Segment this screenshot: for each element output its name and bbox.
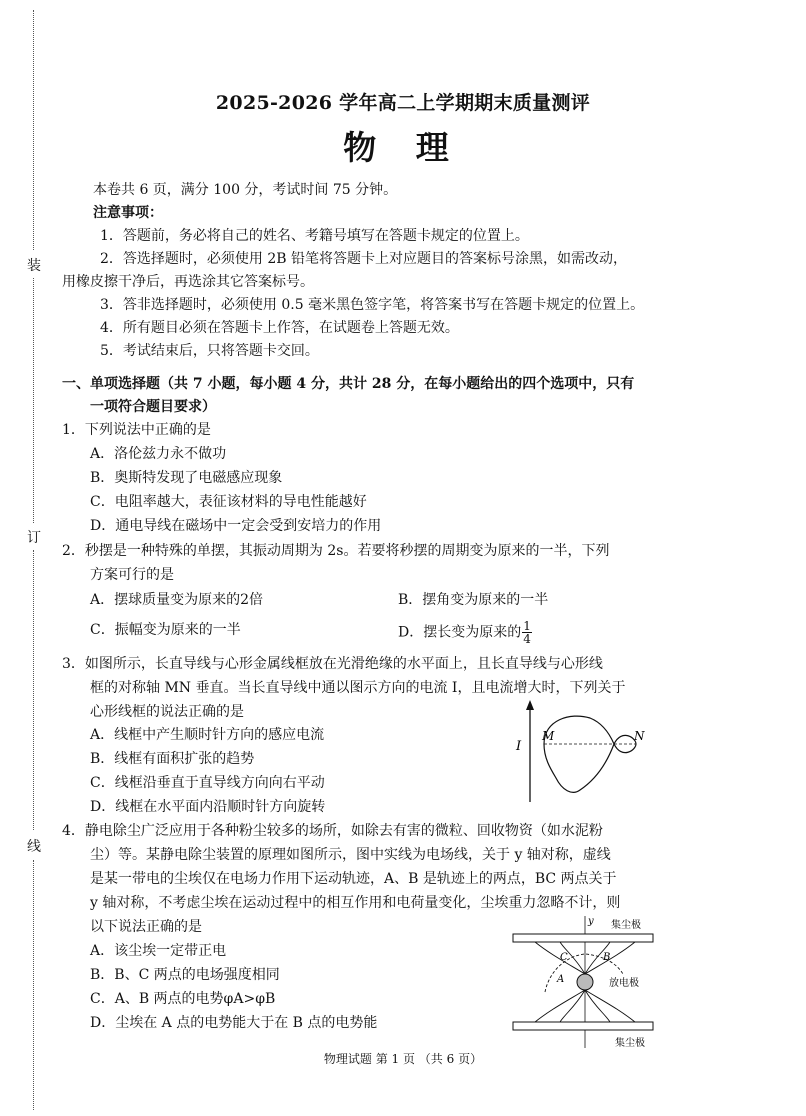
q1-option-b: B．奥斯特发现了电磁感应现象 <box>90 470 283 486</box>
q4-stem-cont-4: 以下说法正确的是 <box>90 919 202 935</box>
binding-dotted-line <box>33 278 34 523</box>
q3-option-b: B．线框有面积扩张的趋势 <box>90 751 255 767</box>
q4-option-a: A．该尘埃一定带正电 <box>90 943 227 959</box>
label-m: M <box>542 729 555 743</box>
subject-title: 物 理 <box>343 128 463 167</box>
note-2: 2．答选择题时，必须使用 2B 铅笔将答题卡上对应题目的答案标号涂黑，如需改动， <box>100 251 628 267</box>
binding-dotted-line <box>33 550 34 830</box>
collector-plate-bottom <box>513 1022 653 1030</box>
note-2-cont: 用橡皮擦干净后，再选涂其它答案标号。 <box>62 274 314 290</box>
collector-plate-top <box>513 934 653 942</box>
note-5: 5．考试结束后，只将答题卡交回。 <box>100 343 319 359</box>
q1-option-d: D．通电导线在磁场中一定会受到安培力的作用 <box>90 518 382 534</box>
q3-option-c: C．线框沿垂直于直导线方向向右平动 <box>90 775 325 791</box>
q4-stem-cont-2: 是某一带电的尘埃仅在电场力作用下运动轨迹，A、B 是轨迹上的两点，BC 两点关于 <box>90 871 617 887</box>
label-point-c: C <box>560 952 568 963</box>
label-current-i: I <box>516 739 522 754</box>
q2-option-a: A．摆球质量变为原来的2倍 <box>90 592 264 608</box>
note-4: 4．所有题目必须在答题卡上作答，在试题卷上答题无效。 <box>100 320 459 336</box>
note-3: 3．答非选择题时，必须使用 0.5 毫米黑色签字笔，将答案书写在答题卡规定的位置上。 <box>100 297 645 313</box>
q2-option-d <box>398 620 532 645</box>
note-1: 1．答题前，务必将自己的姓名、考籍号填写在答题卡规定的位置上。 <box>100 228 529 244</box>
label-collector-top: 集尘极 <box>611 920 641 931</box>
label-collector-bottom: 集尘极 <box>615 1038 645 1049</box>
binding-mark-ding: 订 <box>27 530 41 546</box>
binding-mark-zhuang: 装 <box>27 258 41 274</box>
electrostatic-precipitator-figure <box>505 912 665 1052</box>
current-arrow-icon <box>526 700 534 710</box>
q3-stem-cont-2: 心形线框的说法正确的是 <box>90 704 244 720</box>
q4-stem: 4．静电除尘广泛应用于各种粉尘较多的场所，如除去有害的微粒、回收物资（如水泥粉 <box>62 823 603 839</box>
q2-option-d-text: D．摆长变为原来的 <box>398 624 522 641</box>
q3-option-d: D．线框在水平面内沿顺时针方向旋转 <box>90 799 326 815</box>
exam-title: 2025-2026 学年高二上学期期末质量测评 <box>215 92 591 114</box>
section-heading: 一、单项选择题（共 7 小题，每小题 4 分，共计 28 分，在每小题给出的四个选项中，只有 <box>62 376 635 392</box>
label-n: N <box>634 729 645 743</box>
exam-info: 本卷共 6 页，满分 100 分，考试时间 75 分钟。 <box>93 182 398 198</box>
q2-option-b: B．摆角变为原来的一半 <box>398 592 549 608</box>
discharge-electrode <box>577 974 593 990</box>
q3-stem: 3．如图所示，长直导线与心形金属线框放在光滑绝缘的水平面上，且长直导线与心形线 <box>62 656 603 672</box>
q1-option-c: C．电阻率越大，表征该材料的导电性能越好 <box>90 494 367 510</box>
q4-stem-cont: 尘）等。某静电除尘装置的原理如图所示，图中实线为电场线，关于 y 轴对称，虚线 <box>90 847 611 863</box>
heart-loop-figure <box>512 698 672 808</box>
binding-mark-xian: 线 <box>27 839 41 855</box>
label-discharge-electrode: 放电极 <box>609 978 639 989</box>
label-y: y <box>588 916 594 927</box>
q2-option-c: C．振幅变为原来的一半 <box>90 622 241 638</box>
section-heading-cont: 一项符合题目要求） <box>90 399 216 415</box>
q3-stem-cont: 框的对称轴 MN 垂直。当长直导线中通以图示方向的电流 I，且电流增大时，下列关于 <box>90 680 626 696</box>
notes-title: 注意事项： <box>93 205 163 221</box>
q4-option-d: D．尘埃在 A 点的电势能大于在 B 点的电势能 <box>90 1015 378 1031</box>
q3-option-a: A．线框中产生顺时针方向的感应电流 <box>90 727 325 743</box>
fraction-one-quarter <box>522 620 532 645</box>
label-point-a: A <box>557 974 565 985</box>
heart-loop <box>544 716 636 792</box>
q4-option-b: B．B、C 两点的电场强度相同 <box>90 967 280 983</box>
q1-option-a: A．洛伦兹力永不做功 <box>90 446 227 462</box>
q2-stem-cont: 方案可行的是 <box>90 567 174 583</box>
binding-dotted-line <box>33 860 34 1110</box>
fraction-numerator: 1 <box>523 619 531 633</box>
q4-option-c: C．A、B 两点的电势φA>φB <box>90 991 276 1007</box>
q1-stem: 1．下列说法中正确的是 <box>62 422 211 438</box>
page-footer: 物理试题 第 1 页 （共 6 页） <box>323 1052 483 1066</box>
fraction-denominator: 4 <box>523 632 531 646</box>
label-point-b: B <box>603 952 611 963</box>
q4-stem-cont-3: y 轴对称，不考虑尘埃在运动过程中的相互作用和电荷量变化，尘埃重力忽略不计，则 <box>90 895 621 911</box>
q2-stem: 2．秒摆是一种特殊的单摆，其振动周期为 2s。若要将秒摆的周期变为原来的一半，下列 <box>62 543 610 559</box>
